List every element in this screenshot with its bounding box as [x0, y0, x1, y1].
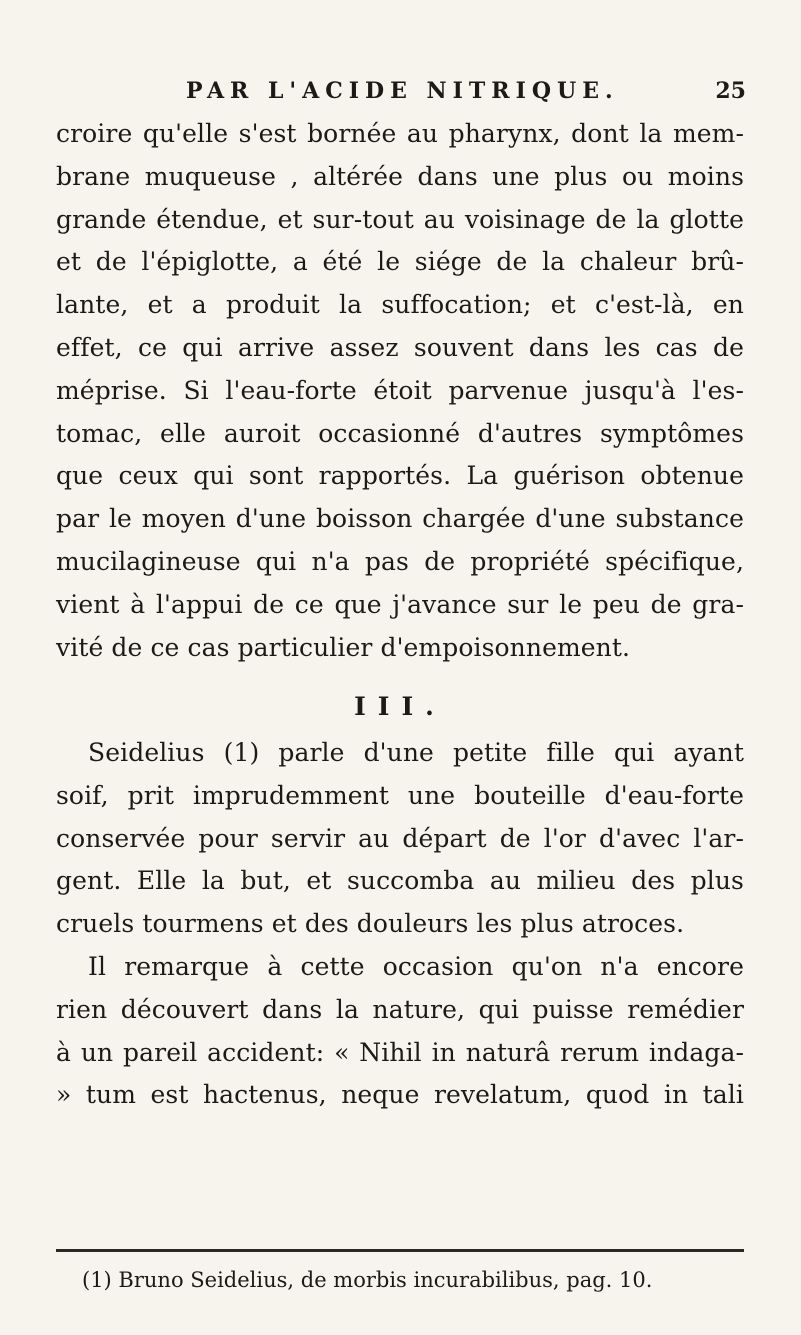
text-line: que ceux qui sont rapportés. La guérison obtenue	[56, 461, 744, 491]
text-line: méprise. Si l'eau-forte étoit parvenue jusqu'à l'es-	[56, 375, 744, 405]
text-line: à un pareil accident: « Nihil in naturâ rerum indaga-	[56, 1037, 744, 1067]
text-line: par le moyen d'une boisson chargée d'une substance	[56, 504, 744, 534]
text-line: cruels tourmens et des douleurs les plus atroces.	[56, 909, 685, 939]
running-header	[186, 78, 746, 112]
section-three	[56, 672, 744, 1117]
text-line: conservée pour servir au départ de l'or d'avec l'ar-	[56, 823, 744, 853]
section-heading: III.	[354, 692, 446, 721]
text-line: mucilagineuse qui n'a pas de propriété spécifique,	[56, 546, 744, 576]
text-line: vité de ce cas particulier d'empoisonnement.	[56, 632, 631, 662]
text-line: » tum est hactenus, neque revelatum, quod in tali	[56, 1080, 744, 1110]
footnote: (1) Bruno Seidelius, de morbis incurabilibus, pag. 10.	[82, 1268, 653, 1292]
text-line: brane muqueuse , altérée dans une plus ou moins	[56, 161, 744, 191]
text-line: rien découvert dans la nature, qui puisse remédier	[56, 994, 744, 1024]
text-line: soif, prit imprudemment une bouteille d'eau-forte	[56, 780, 744, 810]
page-number: 25	[715, 78, 746, 104]
footnote-divider	[56, 1249, 744, 1252]
paragraph-one	[56, 113, 744, 669]
text-line: vient à l'appui de ce que j'avance sur le peu de gra-	[56, 589, 744, 619]
text-line: lante, et a produit la suffocation; et c'est-là, en	[56, 290, 744, 320]
paragraph-two	[56, 732, 744, 946]
text-line: grande étendue, et sur-tout au voisinage de la glotte	[56, 204, 744, 234]
running-title: PAR L'ACIDE NITRIQUE.	[186, 78, 619, 104]
text-line: gent. Elle la but, et succomba au milieu des plus	[56, 866, 744, 896]
text-line: croire qu'elle s'est bornée au pharynx, dont la mem-	[56, 119, 744, 148]
text-line: et de l'épiglotte, a été le siége de la chaleur brû-	[56, 247, 744, 277]
text-line: tomac, elle auroit occasionné d'autres symptômes	[56, 418, 744, 448]
paragraph-three	[56, 946, 744, 1117]
text-line: effet, ce qui arrive assez souvent dans les cas de	[56, 332, 744, 362]
text-line: Seidelius (1) parle d'une petite fille qui ayant	[88, 738, 744, 767]
text-line: Il remarque à cette occasion qu'on n'a encore	[88, 951, 744, 981]
